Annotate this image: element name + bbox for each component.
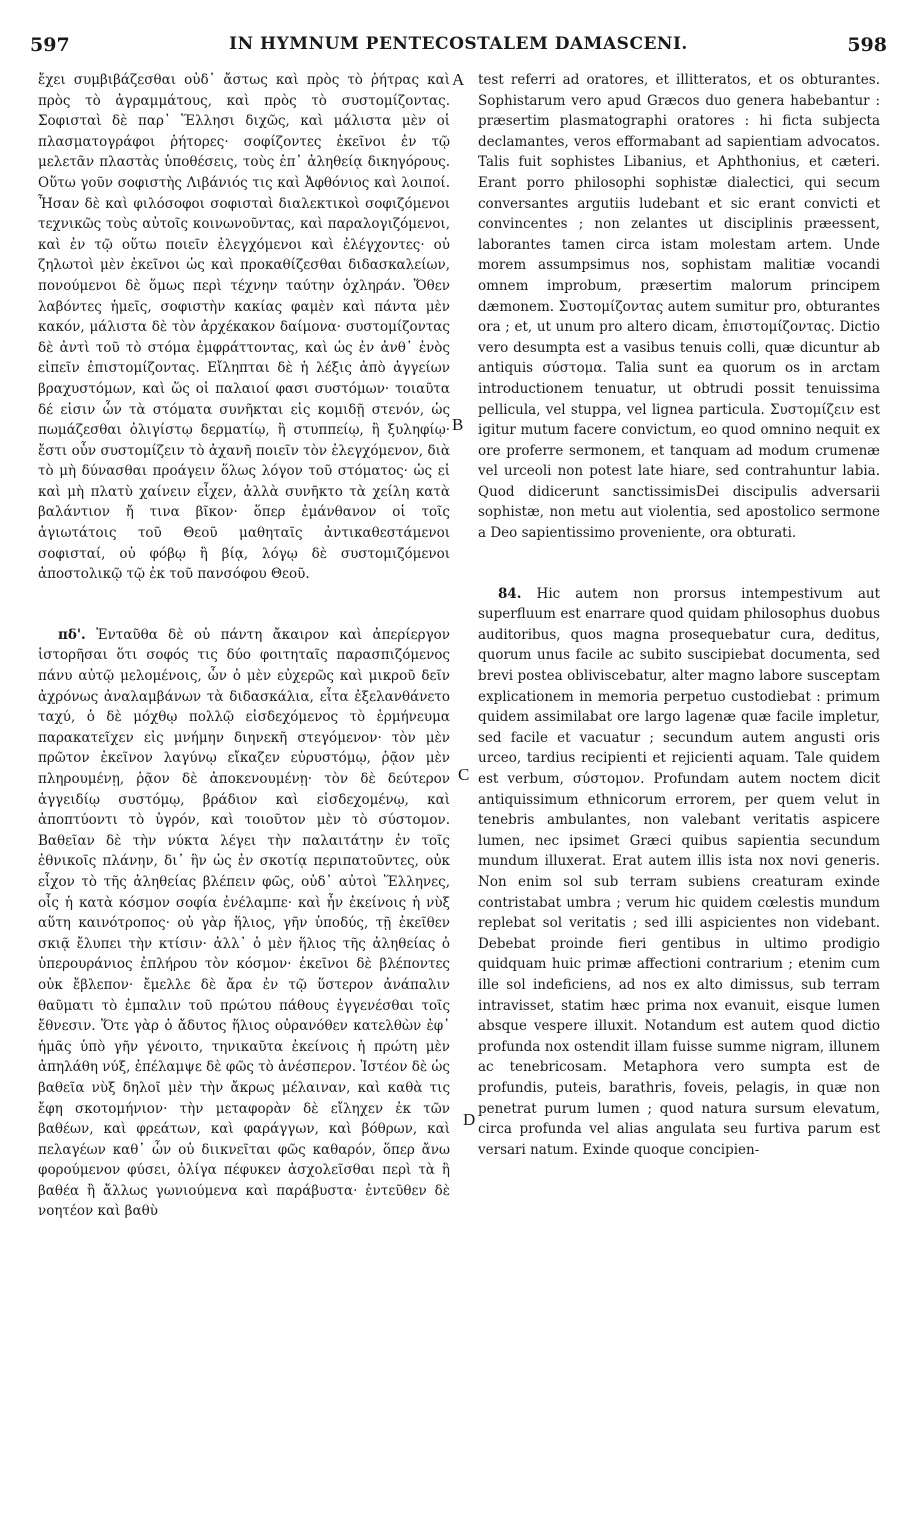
section-number: 84. [498, 585, 522, 602]
greek-paragraph: ἔχει συμβιβάζεσθαι οὐδ᾽ ἄστως καὶ πρὸς τὸ ῥήτρας καὶ πρὸς τὸ ἀγραμμάτους, καὶ πρὸς τὸ συστομίζοντας. Σοφισταὶ δὲ παρ᾽ Ἕλλησι διχῶς, καὶ μάλιστα μὲν οἱ πλασματογράφοι ῥήτορες· σοφίζοντες ἐκεῖνοι ἐν τῷ μελετᾶν πλαστὰς ὑποθέσεις, τοὺς ἐπ᾽ ἀληθείᾳ δικηγόρους. Οὕτω γοῦν σοφιστὴς Λιβάνιός τις καὶ Ἀφθόνιος καὶ λοιποί. Ἦσαν δὲ καὶ φιλόσοφοι σοφισταὶ διαλεκτικοὶ σοφιζόμενοι τεχνικῶς τοὺς αὐτοῖς κοινωνοῦντας, καὶ παραλογιζόμενοι, καὶ ἐν τῷ οὕτω ποιεῖν ἐλεγχόμενοι καὶ ἐλέγχοντες· οὐ ζηλωτοὶ μὲν ἐκεῖνοι ὡς καὶ προκαθίζεσθαι διδασκαλείων, πονούμενοι δὲ ὅμως περὶ τέχνην ταύτην ὀχληράν. Ὅθεν λαβόντες ἡμεῖς, σοφιστὴν κακίας φαμὲν καὶ πάντα μὲν κακόν, μάλιστα δὲ τὸν ἀρχέκακον δαίμονα· συστομίζοντας δὲ ἀντὶ τοῦ τὸ στόμα ἐμφράττοντας, καὶ ὡς ἐν ἀνθ᾽ ἑνὸς εἰπεῖν ἐπιστομίζοντας. Εἴληπται δὲ ἡ λέξις ἀπὸ ἀγγείων βραχυστόμων, καὶ ὥς οἱ παλαιοί φασι συστόμων· τοιαῦτα δέ εἰσιν ὧν τὰ στόματα συνῆκται εἰς κομιδῇ στενόν, ὡς πωμάζεσθαι ὀλιγίστῳ δερματίῳ, ἢ στυππείῳ, ἢ ξυληφίῳ· ἔστι οὖν συστομίζειν τὸ ἀχανῆ ποιεῖν τὸν ἐλεγχόμενον, διὰ τὸ μὴ δύνασθαι προάγειν ὅλως λόγον τοῦ στόματος· ὡς εἰ καὶ μὴ πλατὺ χαίνειν εἶχεν, ἀλλὰ συνῆκτο τὰ χείλη κατὰ βαλάντιον ἤ τινα βῖκον· ὅπερ ἐμάνθανον οἱ τοῖς ἁγιωτάτοις τοῦ Θεοῦ μαθηταῖς ἀντικαθεστάμενοι σοφισταί, οὐ φόβῳ ἢ βίᾳ, λόγῳ δὲ συστομιζόμενοι ἀποστολικῷ τῷ ἐκ τοῦ πανσόφου Θεοῦ. [38, 72, 450, 583]
section-gap [478, 544, 880, 584]
greek-paragraph [38, 625, 450, 1222]
page-number-left: 597 [30, 34, 70, 56]
latin-column [478, 70, 880, 1160]
margin-letter-b: B [452, 415, 464, 434]
margin-letter-c: C [458, 765, 470, 784]
greek-column [38, 70, 450, 1222]
page-header [30, 34, 887, 60]
greek-paragraph-text: Ἐνταῦθα δὲ οὐ πάντη ἄκαιρον καὶ ἀπερίεργον ἱστορῆσαι ὅτι σοφός τις δύο φοιτηταῖς παρασπιζόμενος πάνυ αὐτῷ μελομένοις, ὧν ὁ μὲν εὐχερῶς καὶ μικροῦ δεῖν ἀχρόνως ἀναλαμβάνων τὰ διδασκάλια, εἶτα ἐξελανθάνετο ταχύ, ὁ δὲ μόχθῳ πολλῷ εἰσδεχόμενος τὸ ἑρμήνευμα παρακατεῖχεν εἰς μνήμην διηνεκῆ στεγόμενον· τὸν μὲν πρῶτον ἐκεῖνον λαγύνῳ εἴκαζεν εὐρυστόμῳ, ῥᾷον μὲν πληρουμένῃ, ῥᾷον δὲ ἀποκενουμένῃ· τὸν δὲ δεύτερον ἀγγειδίῳ συστόμῳ, βράδιον καὶ εἰσδεχομένῳ, καὶ ἀποπτύοντι τὸ ὑγρόν, καὶ τοιοῦτον μὲν τὸ σύστομον. Βαθεῖαν δὲ τὴν νύκτα λέγει τὴν παλαιτάτην ἐν τοῖς ἐθνικοῖς πλάνην, δι᾽ ἣν ὡς ἐν σκοτίᾳ περιπατοῦντες, οὐκ εἶχον τὸ τῆς ἀληθείας βλέπειν φῶς, οὐδ᾽ αὐτοὶ Ἕλληνες, οἷς ἡ κατὰ κόσμον σοφία ἐνέλαμπε· καὶ ἦν ἐκείνοις ἡ νὺξ αὕτη καινότροπος· οὐ γὰρ ἥλιος, γῆν ὑποδύς, τῇ ἐκεῖθεν σκιᾷ ἔλυπει τὴν κτίσιν· ἀλλ᾽ ὁ μὲν ἥλιος τῆς ἀληθείας ὁ ὑπερουράνιος ἐπλήρου τὸν κόσμον· ἐκεῖνοι δὲ βλέποντες οὐκ ἔβλεπον· ἔμελλε δὲ ἄρα ἐν τῷ ὕστερον ἀνάπαλιν θαῦματι τὸ ἐμπαλιν τοῦ πρώτου πάθους ἐγγενέσθαι τοῖς ἔθνεσιν. Ὅτε γὰρ ὁ ἄδυτος ἥλιος οὐρανόθεν κατελθὼν ἐφ᾽ ἡμᾶς ὑπὸ γῆν γένοιτο, τηνικαῦτα ἐκείνοις ἡ πρώτη μὲν ἀπηλάθη νύξ, ἐπέλαμψε δὲ φῶς τὸ ἀνέσπερον. Ἰστέον δὲ ὡς βαθεῖα νὺξ δηλοῖ μὲν τὴν ἄκρως μέλαιναν, καὶ καθὰ τις ἔφη σκοτομήνιον· τὴν μεταφορὰν δὲ εἴληχεν ἐκ τῶν βαθέων, καὶ φρεάτων, καὶ φαράγγων, καὶ βόθρων, καὶ πελαγέων καθ᾽ ὧν οὐ διικνεῖται φῶς καθαρόν, ὅπερ ἄνω φορούμενον φύσει, ὀλίγα πέφυκεν ἀσχολεῖσθαι περὶ τὰ ἢ βαθέα ἢ ἄλλως γωνιούμενα καὶ παράβυστα· ἐντεῦθεν δὲ νοητέον καὶ βαθὺ [38, 626, 450, 1220]
latin-paragraph: test referri ad oratores, et illitteratos, et os obturantes. Sophistarum vero apud Græcos duo genera habebantur : præsertim plasmatographi oratores : hi ficta subjecta declamantes, veros efformabant ad sapientiam advocatos. Talis fuit sophistes Libanius, et Aphthonius, et cæteri. Erant porro philosophi sophistæ dialectici, qui secum conversantes argutiis ludebant et sic erant convicti et convincentes ; non zelantes ut disciplinis præessent, laborantes tamen circa istam molestam artem. Unde morem assumpsimus nos, sophistam malitiæ vocandi omnem improbum, præsertim malorum principem dæmonem. Συστομίζοντας autem sumitur pro, obturantes ora ; et, ut unum pro altero dicam, ἐπιστομίζοντας. Dictio vero desumpta est a vasibus tenuis colli, quæ dicuntur ab antiquis σύστομα. Talia sunt ea quorum os in arctam introductionem tenuatur, ut obtrudi possit tenuissima pellicula, vel stuppa, vel lignea particula. Συστομίζειν est igitur mutum facere convictum, eo quod omnino nequit ex ore proferre sermonem, et tanquam ad modum crumenæ vel urceoli non potest late hiare, sed contrahuntur labia. Quod didicerunt sanctissimisDei discipulis adversarii sophistæ, non metu aut violentia, sed apostolico sermone a Deo sapientissimo proveniente, ora obturati. [478, 72, 880, 542]
page-number-right: 598 [847, 34, 887, 56]
latin-paragraph-text: Hic autem non prorsus intempestivum aut superfluum est enarrare quod quidam philosophus duobus auditoribus, quos magna prosequebatur cura, deditus, quorum unus facile ac subito suscipiebat documenta, sed brevi postea obliviscebatur, alter magno labore susceptam explicationem in memoria perpetuo custodiebat : primum quidem assimilabat ore largo lagenæ quæ facile impletur, sed facile et vacuatur ; secundum autem angusti oris urceo, tardius recipienti et rejicienti aquam. Tale quidem est verbum, σύστομον. Profundam autem noctem dicit antiquissimum ethnicorum errorem, per quem velut in tenebris ambulantes, non valebant veritatis aspicere lumen, nec ipsimet Græci quibus sapientia secundum mundum illuxerat. Erat autem illis ista nox novi generis. Non enim sol sub terram subiens creaturam exinde contristabat umbra ; verum hic quidem cœlestis mundum replebat sol veritatis ; sed illi aspicientes non videbant. Debebat proinde fieri gentibus in ultimo prodigio quidquam huic primæ affectioni contrarium ; etenim cum ille sol indeficiens, ad nos ex alto dimissus, sub terram intravisset, statim hæc prima nox evanuit, eisque lumen absque vespere illuxit. Notandum est autem quod dictio profunda nox ostendit illam fuisse summe nigram, illunem ac tenebricosam. Metaphora vero sumpta est de profundis, puteis, barathris, foveis, pelagis, in quæ non penetrat purum lumen ; quod natura sursum elevatum, circa profunda vel alias angulata seu furtiva parum est versari natum. Exinde quoque concipien- [478, 585, 880, 1158]
margin-letter-d: D [463, 1110, 476, 1129]
section-number: πδ'. [58, 626, 86, 643]
margin-letter-a: A [452, 70, 465, 89]
latin-paragraph [478, 584, 880, 1161]
section-gap [38, 585, 450, 625]
running-title: IN HYMNUM PENTECOSTALEM DAMASCENI. [229, 34, 688, 54]
